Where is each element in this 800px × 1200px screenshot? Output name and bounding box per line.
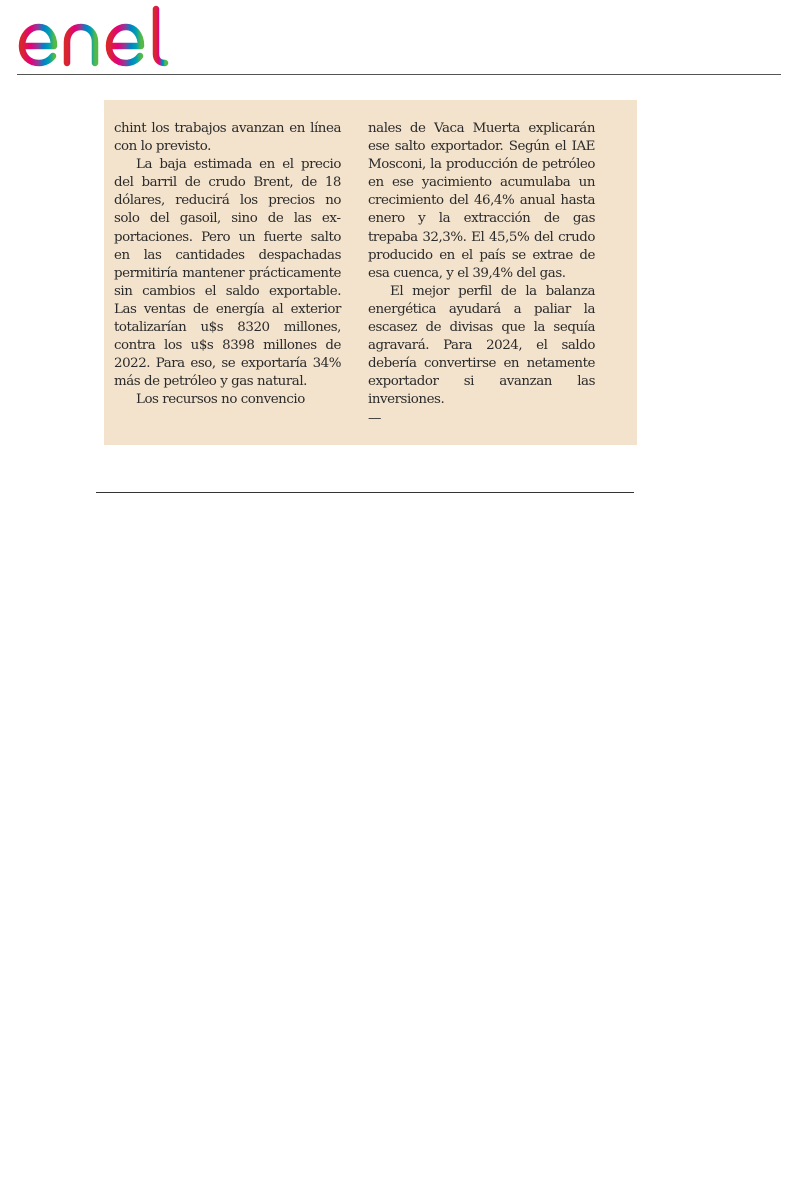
header-divider [17, 74, 781, 75]
end-mark: — [368, 410, 381, 426]
article-column-right [368, 120, 595, 428]
paragraph: La baja estimada en el precio del barril de crudo Brent, de 18 dólares, reducirá los precios no solo del gasoil, sino de las exportaciones. Pero un fuerte salto en las cantidades despachadas permitiría mantener prácticamente sin cambios el saldo exportable. Las ventas de energía al exterior totalizarían u$s 8320 millones, contra los u$s 8398 millones de 2022. Para eso, se exportaría 34% más de petróleo y gas natural. [114, 157, 341, 390]
footer-divider [96, 492, 634, 493]
paragraph: El mejor perfil de la balanza energética ayudará a paliar la escasez de divisas que la sequía agravará. Para 2024, el saldo debería convertirse en netamente exportador si avanzan las inversiones. [368, 283, 595, 408]
paragraph: nales de Vaca Muerta explicarán ese salto exportador. Según el IAE Mosconi, la producción de petróleo en ese yacimiento acumulaba un crecimiento del 46,4% anual hasta enero y la extracción de gas trepaba 32,3%. El 45,5% del crudo producido en el país se extrae de esa cuenca, y el 39,4% del gas. [368, 121, 595, 281]
paragraph: Los recursos no convencio [136, 392, 305, 408]
enel-logo [16, 4, 186, 68]
paragraph: chint los trabajos avanzan en línea con lo previsto. [114, 121, 341, 155]
newspaper-clipping [104, 100, 637, 445]
article-columns [114, 120, 619, 428]
article-column-left [114, 120, 341, 428]
